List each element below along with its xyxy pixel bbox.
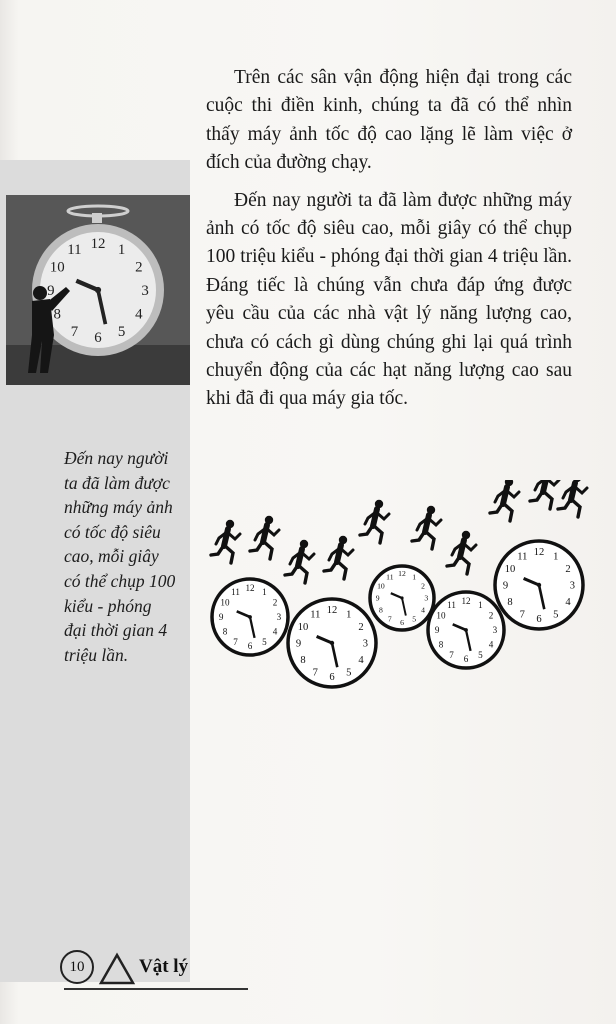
- paragraph-2: Đến nay người ta đã làm được những máy ảnh có tốc độ siêu cao, mỗi giây có thể chụp 100 triệu kiểu - phóng đại thời gian 4 triệu lần. Đáng tiếc là chúng vẫn chưa đáp ứng được yêu cầu của các nhà vật lý năng lượng cao, chưa có cách gì dùng chúng ghi lại quá trình chuyển động của các hạt năng lượng cao sau khi đã đi qua máy gia tốc.: [206, 189, 572, 410]
- clock-number: 11: [310, 609, 321, 621]
- clock-number: 6: [463, 653, 469, 664]
- clock-number: 7: [312, 667, 318, 679]
- clock-number: 9: [218, 612, 224, 623]
- clock-number: 5: [346, 667, 352, 679]
- clock-number: 2: [272, 597, 278, 608]
- clock-number: 3: [276, 612, 282, 623]
- clock-number: 1: [478, 600, 483, 611]
- clock-number: 12: [245, 583, 255, 594]
- runners-on-clocks-illustration: [205, 480, 590, 695]
- clock-number: 9: [295, 638, 302, 650]
- clock-number: 2: [565, 563, 571, 575]
- caption-text: Đến nay người ta đã làm được những máy ảnh có tốc độ siêu cao, mỗi giây có thể chụp 100 kiểu - phóng đại thời gian 4 triệu lần.: [64, 448, 176, 665]
- clock-number: 3: [362, 638, 369, 650]
- clock-number: 12: [533, 547, 545, 559]
- clock-center: [537, 583, 541, 587]
- clock-number: 4: [272, 626, 278, 637]
- clock-face: [212, 579, 288, 655]
- clock-center: [95, 287, 101, 293]
- clock-number: 6: [94, 330, 102, 347]
- clock-number: 7: [70, 323, 79, 340]
- clock-number: 3: [569, 580, 576, 592]
- clock-center: [464, 628, 468, 632]
- clock-face: [370, 566, 434, 630]
- clock-number: 7: [519, 609, 525, 621]
- clock-number: 3: [492, 625, 498, 636]
- runner-figure: [490, 480, 519, 521]
- runner-figure: [211, 520, 240, 563]
- clock-number: 4: [135, 306, 143, 323]
- clock-number: 5: [117, 323, 126, 340]
- clock-number: 4: [488, 639, 494, 650]
- clock-center: [330, 641, 334, 645]
- clock-number: 11: [517, 551, 528, 563]
- clock-center: [400, 596, 403, 599]
- clock-number: 4: [358, 655, 364, 667]
- clock-number: 12: [90, 235, 106, 252]
- clock-number: 3: [424, 593, 429, 603]
- clock-number: 8: [53, 306, 61, 323]
- clock-number: 8: [438, 639, 444, 650]
- clock-number: 4: [565, 597, 571, 609]
- clock-number: 8: [222, 626, 228, 637]
- clock-number: 5: [412, 614, 417, 624]
- clock-number: 2: [488, 610, 494, 621]
- clock-number: 6: [400, 617, 404, 627]
- clock-number: 11: [447, 600, 456, 611]
- clock-number: 2: [135, 259, 143, 276]
- clock-number: 7: [449, 650, 454, 661]
- clock-number: 6: [247, 640, 253, 651]
- paragraph-1: Trên các sân vận động hiện đại trong các cuộc thi điền kinh, chúng ta đã có thể nhìn thấy máy ảnh tốc độ cao lặng lẽ làm việc ở đích của đường chạy.: [206, 67, 572, 174]
- clock-number: 8: [300, 655, 306, 667]
- clock-number: 8: [507, 597, 513, 609]
- clock-number: 10: [49, 259, 65, 276]
- runner-figure: [360, 500, 389, 543]
- clock-number: 2: [421, 581, 425, 591]
- clock-number: 10: [220, 597, 230, 608]
- runner-figure: [447, 531, 476, 574]
- page-number: 10: [60, 950, 94, 984]
- clock-number: 6: [536, 613, 542, 625]
- clock-number: 1: [553, 551, 559, 563]
- clock-number: 12: [326, 605, 338, 617]
- clock-number: 10: [436, 610, 446, 621]
- clock-face: [428, 592, 504, 668]
- clock-number: 9: [502, 580, 509, 592]
- page-footer: [60, 950, 200, 990]
- runner-figure: [250, 516, 279, 559]
- clock-number: 5: [262, 637, 267, 648]
- clock-number: 5: [553, 609, 559, 621]
- clock-number: 11: [386, 572, 394, 582]
- clock-photo: [6, 195, 190, 385]
- clock-number: 6: [329, 671, 335, 683]
- clock-center: [248, 615, 252, 619]
- clock-face: [495, 541, 583, 629]
- clock-number: 3: [141, 282, 149, 299]
- sidebar-caption: [64, 446, 194, 667]
- clock-number: 2: [358, 621, 364, 633]
- clock-number: 10: [504, 563, 516, 575]
- clock-number: 11: [67, 242, 82, 259]
- clock-number: 9: [375, 593, 380, 603]
- clock-number: 9: [47, 282, 55, 299]
- triangle-icon: [98, 952, 136, 986]
- clock-number: 8: [379, 605, 383, 615]
- clock-number: 1: [117, 242, 126, 259]
- clock-number: 1: [262, 587, 267, 598]
- runner-figure: [530, 480, 559, 509]
- clock-face: [36, 228, 160, 352]
- runner-figure: [324, 536, 353, 579]
- clock-number: 11: [231, 587, 240, 598]
- clock-number: 9: [434, 625, 440, 636]
- runner-figure: [558, 480, 587, 517]
- clock-face: [288, 599, 376, 687]
- clock-number: 1: [412, 572, 417, 582]
- clock-number: 1: [346, 609, 352, 621]
- clock-number: 10: [297, 621, 309, 633]
- footer-rule: [64, 988, 248, 990]
- clock-number: 7: [387, 614, 392, 624]
- clock-number: 4: [421, 605, 425, 615]
- clock-number: 10: [377, 581, 385, 591]
- runner-figure: [412, 506, 441, 549]
- clock-number: 12: [398, 569, 406, 579]
- main-text: [206, 64, 572, 423]
- clock-number: 7: [233, 637, 238, 648]
- clock-number: 12: [461, 596, 471, 607]
- brand-title: Vật lý: [139, 956, 189, 977]
- clock-number: 5: [478, 650, 483, 661]
- runner-figure: [285, 540, 314, 583]
